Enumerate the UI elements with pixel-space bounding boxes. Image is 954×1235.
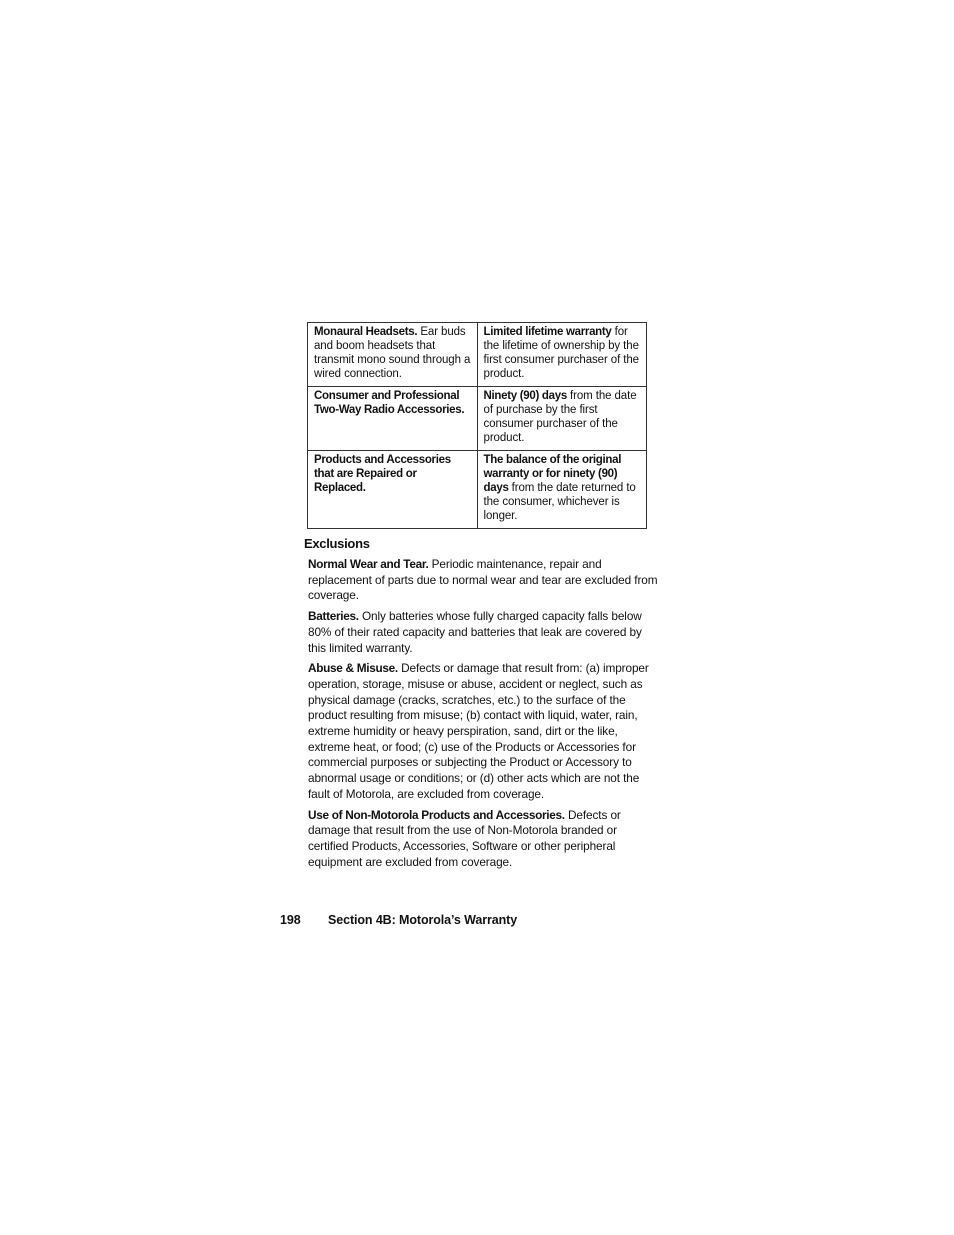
product-cell <box>308 451 478 529</box>
warranty-table <box>307 322 647 529</box>
product-title: Consumer and Professional Two-Way Radio Accessories. <box>314 390 465 416</box>
exclusion-text: Defects or damage that result from the use of Non-Motorola branded or certified Products, Accessories, Software or other peripheral equipment are excluded from coverage. <box>308 807 621 869</box>
coverage-title: The balance of the original warranty or for ninety (90) days <box>483 454 622 494</box>
exclusion-item <box>308 808 660 871</box>
product-title: Products and Accessories that are Repaired or Replaced. <box>314 454 451 494</box>
coverage-description: from the date of purchase by the first consumer purchaser of the product. <box>483 390 637 444</box>
product-description: Ear buds and boom headsets that transmit mono sound through a wired connection. <box>314 326 471 380</box>
coverage-title: Limited lifetime warranty <box>483 326 612 338</box>
exclusion-title: Abuse & Misuse. <box>308 661 398 676</box>
exclusion-text: Periodic maintenance, repair and replacement of parts due to normal wear and tear are excluded from coverage. <box>308 557 658 603</box>
coverage-cell <box>477 387 646 451</box>
page-number: 198 <box>280 913 301 927</box>
exclusion-text: Defects or damage that result from: (a) improper operation, storage, misuse or abuse, accident or neglect, such as physical damage (cracks, scratches, etc.) to the surface of the product resulting from misuse; (b) contact with liquid, water, rain, extreme humidity or heavy perspiration, sand, dirt or the like, extreme heat, or food; (c) use of the Products or Accessories for commercial purposes or subjecting the Product or Accessory to abnormal usage or conditions; or (d) other acts which are not the fault of Motorola, are excluded from coverage. <box>308 661 649 801</box>
exclusion-item <box>308 557 660 604</box>
coverage-cell <box>477 451 646 529</box>
product-cell <box>308 323 478 387</box>
table-row <box>308 451 647 529</box>
exclusion-title: Normal Wear and Tear. <box>308 557 429 571</box>
coverage-cell <box>477 323 646 387</box>
exclusion-item <box>308 609 660 656</box>
coverage-title: Ninety (90) days <box>483 390 567 402</box>
exclusions-body <box>308 557 660 875</box>
product-cell <box>308 387 478 451</box>
page-footer <box>280 913 517 927</box>
section-title: Section 4B: Motorola’s Warranty <box>328 913 518 927</box>
coverage-description: for the lifetime of ownership by the first consumer purchaser of the product. <box>483 326 639 380</box>
exclusion-text: Only batteries whose fully charged capacity falls below 80% of their rated capacity and batteries that leak are covered by this limited warranty. <box>308 609 642 655</box>
exclusion-item <box>308 661 660 802</box>
coverage-description: from the date returned to the consumer, whichever is longer. <box>483 482 636 522</box>
product-title: Monaural Headsets. <box>314 326 418 338</box>
table-row <box>308 323 647 387</box>
exclusion-title: Batteries. <box>308 609 359 624</box>
table-row <box>308 387 647 451</box>
exclusion-title: Use of Non-Motorola Products and Accessories. <box>308 807 565 822</box>
exclusions-heading: Exclusions <box>304 536 370 551</box>
